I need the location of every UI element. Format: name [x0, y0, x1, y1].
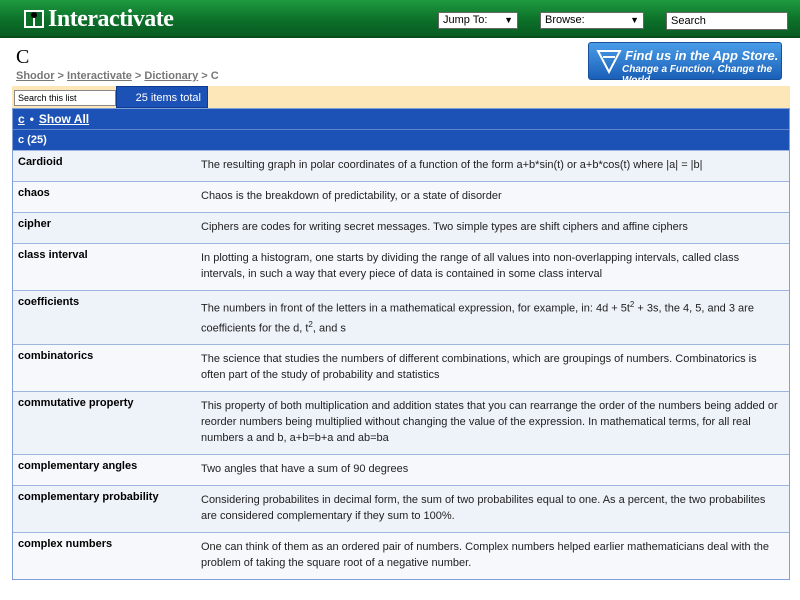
section-header: c (25)	[13, 130, 789, 150]
jump-to-select[interactable]	[438, 12, 518, 29]
browse-select[interactable]	[540, 12, 644, 29]
definition-cell: This property of both multiplication and addition states that you can rearrange the order of the numbers being added or reorder numbers being multiplied without changing the value of the expression. In mathematical terms, for all real numbers a and b, a+b=b+a and ab=ba	[201, 400, 778, 445]
term-cell: class interval	[18, 249, 88, 261]
definition-text: , and s	[312, 322, 346, 335]
dropdown-arrow-icon: ▼	[504, 15, 513, 25]
table-row	[13, 532, 789, 579]
dropdown-arrow-icon: ▼	[630, 15, 639, 25]
list-search-strip	[12, 86, 790, 108]
app-store-banner[interactable]	[588, 42, 782, 86]
term-cell: commutative property	[18, 397, 134, 410]
table-row	[13, 243, 789, 290]
superscript: 2	[308, 319, 313, 329]
definition-cell: One can think of them as an ordered pair of numbers. Complex numbers helped earlier mathematicians deal with the problem of taking the square root of a negative number.	[201, 541, 770, 570]
breadcrumb-current: C	[210, 70, 219, 82]
term-cell: complementary probability	[18, 491, 159, 504]
table-row	[13, 150, 789, 181]
term-cell: coefficients	[18, 296, 80, 308]
term-cell: Cardioid	[18, 156, 63, 168]
browse-label: Browse:	[545, 14, 585, 26]
letter-nav	[13, 109, 789, 130]
app-store-logo-icon	[595, 47, 623, 75]
definition-text: + 3s, the 4, 5, and 3 are coefficients for the d, t	[201, 302, 754, 335]
breadcrumb-interactivate[interactable]: Interactivate	[67, 70, 132, 82]
definition-cell: Two angles that have a sum of 90 degrees	[201, 463, 409, 476]
logo-text: Interactivate	[48, 5, 174, 32]
page-title: C	[16, 46, 30, 68]
book-icon	[22, 7, 46, 31]
table-row	[13, 212, 789, 243]
term-cell: cipher	[18, 218, 52, 230]
term-cell: chaos	[18, 187, 50, 199]
definition-cell: Chaos is the breakdown of predictability, or a state of disorder	[201, 190, 502, 202]
nav-separator: •	[29, 112, 34, 126]
definition-cell	[197, 291, 789, 344]
glossary-table	[12, 108, 790, 580]
show-all-link[interactable]: Show All	[38, 112, 90, 126]
letter-c-link[interactable]: c	[18, 112, 25, 126]
table-row	[13, 454, 789, 485]
definition-cell: Ciphers are codes for writing secret messages. Two simple types are shift ciphers and affine ciphers	[201, 221, 688, 233]
definition-cell: Considering probabilites in decimal form, the sum of two probabilites equal to one. As a percent, the two probabilites are considered complementary if they sum to 100%.	[201, 494, 766, 523]
table-row	[13, 290, 789, 344]
table-row	[13, 391, 789, 454]
glossary-rows	[13, 150, 789, 579]
logo[interactable]	[22, 5, 173, 33]
app-store-subtitle: Change a Function, Change the World	[622, 64, 773, 86]
term-cell: complex numbers	[18, 538, 113, 551]
app-store-title: Find us in the App Store.	[625, 48, 779, 63]
top-bar	[0, 0, 800, 38]
table-row	[13, 344, 789, 391]
term-cell: complementary angles	[18, 460, 138, 473]
site-search-input[interactable]: Search	[666, 12, 788, 30]
definition-text: The numbers in front of the letters in a mathematical expression, for example, in: 4d + 5t	[201, 302, 630, 315]
definition-cell: In plotting a histogram, one starts by dividing the range of all values into non-overlapping intervals, called class intervals, in such a way that every piece of data is contained in some class interval	[201, 252, 740, 280]
definition-cell: The science that studies the numbers of different combinations, which are groupings of numbers. Combinatorics is often part of the study of probability and statistics	[201, 353, 757, 382]
breadcrumb-shodor[interactable]: Shodor	[16, 70, 55, 82]
breadcrumb-dictionary[interactable]: Dictionary	[144, 70, 199, 82]
table-row	[13, 485, 789, 532]
items-total-badge: 25 items total	[116, 86, 208, 108]
table-row	[13, 181, 789, 212]
jump-to-label: Jump To:	[443, 14, 488, 26]
breadcrumb: Shodor > Interactivate > Dictionary > C	[16, 70, 219, 82]
list-search-input[interactable]: Search this list	[14, 90, 116, 106]
superscript: 2	[629, 300, 635, 309]
definition-cell: The resulting graph in polar coordinates of a function of the form a+b*sin(t) or a+b*cos(t) where |a| = |b|	[201, 159, 703, 171]
term-cell: combinatorics	[18, 350, 94, 363]
